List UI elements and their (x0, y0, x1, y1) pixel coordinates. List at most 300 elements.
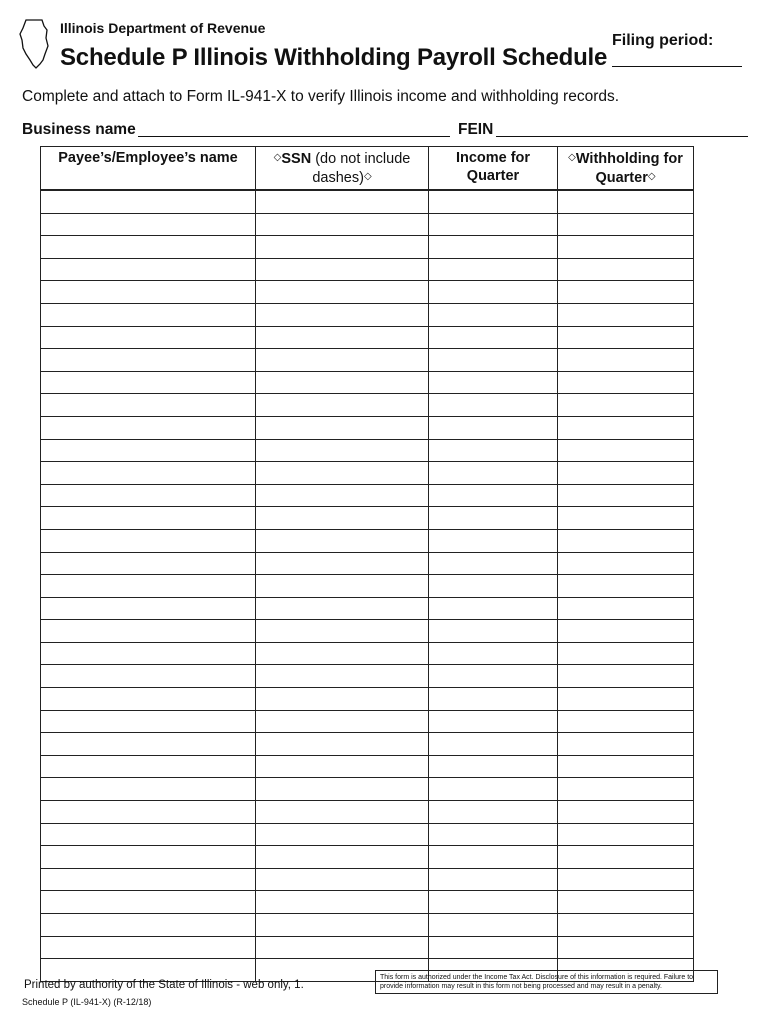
cell-income (429, 665, 558, 688)
table-row (41, 891, 694, 914)
cell-income (429, 778, 558, 801)
cell-payee-name-input[interactable] (41, 394, 255, 416)
table-row (41, 281, 694, 304)
cell-withholding-input[interactable] (558, 891, 693, 913)
table-row (41, 439, 694, 462)
cell-ssn (256, 823, 429, 846)
cell-payee-name-input[interactable] (41, 620, 255, 642)
cell-income-input[interactable] (429, 214, 557, 236)
cell-payee-name (41, 507, 256, 530)
cell-payee-name (41, 326, 256, 349)
cell-payee-name-input[interactable] (41, 959, 255, 981)
cell-income-input[interactable] (429, 598, 557, 620)
cell-payee-name-input[interactable] (41, 259, 255, 281)
cell-ssn (256, 936, 429, 959)
column-header-label: Payee’s/Employee’s name (58, 150, 238, 166)
cell-withholding (558, 439, 694, 462)
cell-payee-name (41, 778, 256, 801)
cell-payee-name (41, 846, 256, 869)
cell-income (429, 484, 558, 507)
cell-ssn (256, 281, 429, 304)
cell-ssn-input[interactable] (256, 869, 428, 891)
cell-withholding (558, 868, 694, 891)
diamond-icon: ◇ (647, 171, 656, 182)
cell-income-input[interactable] (429, 259, 557, 281)
cell-withholding-input[interactable] (558, 643, 693, 665)
cell-withholding (558, 462, 694, 485)
agency-name: Illinois Department of Revenue (60, 20, 266, 36)
cell-payee-name (41, 665, 256, 688)
cell-ssn (256, 755, 429, 778)
cell-withholding (558, 733, 694, 756)
cell-ssn-input[interactable] (256, 598, 428, 620)
cell-income (429, 575, 558, 598)
cell-income (429, 258, 558, 281)
cell-ssn-input[interactable] (256, 914, 428, 936)
payroll-table (40, 146, 694, 982)
table-row (41, 484, 694, 507)
cell-income-input[interactable] (429, 530, 557, 552)
cell-ssn-input[interactable] (256, 846, 428, 868)
cell-payee-name-input[interactable] (41, 756, 255, 778)
cell-income (429, 710, 558, 733)
cell-payee-name (41, 755, 256, 778)
cell-payee-name (41, 642, 256, 665)
cell-ssn (256, 597, 429, 620)
cell-ssn-input[interactable] (256, 191, 428, 213)
cell-withholding (558, 371, 694, 394)
cell-ssn-input[interactable] (256, 778, 428, 800)
cell-income (429, 462, 558, 485)
cell-payee-name (41, 371, 256, 394)
illinois-state-outline-icon (18, 18, 52, 70)
cell-ssn-input[interactable] (256, 394, 428, 416)
cell-payee-name (41, 868, 256, 891)
table-row (41, 552, 694, 575)
cell-income-input[interactable] (429, 462, 557, 484)
cell-ssn-input[interactable] (256, 620, 428, 642)
cell-ssn-input[interactable] (256, 304, 428, 326)
cell-income-input[interactable] (429, 846, 557, 868)
cell-payee-name-input[interactable] (41, 598, 255, 620)
cell-payee-name-input[interactable] (41, 688, 255, 710)
cell-income-input[interactable] (429, 575, 557, 597)
cell-withholding-input[interactable] (558, 778, 693, 800)
cell-income (429, 914, 558, 937)
cell-withholding (558, 349, 694, 372)
cell-payee-name-input[interactable] (41, 485, 255, 507)
cell-income (429, 236, 558, 259)
cell-payee-name (41, 258, 256, 281)
cell-payee-name (41, 416, 256, 439)
table-row (41, 936, 694, 959)
cell-withholding-input[interactable] (558, 914, 693, 936)
cell-ssn-input[interactable] (256, 733, 428, 755)
table-row (41, 190, 694, 213)
cell-ssn-input[interactable] (256, 214, 428, 236)
cell-income-input[interactable] (429, 869, 557, 891)
cell-payee-name-input[interactable] (41, 824, 255, 846)
cell-income (429, 416, 558, 439)
cell-ssn (256, 914, 429, 937)
cell-payee-name (41, 733, 256, 756)
cell-withholding (558, 665, 694, 688)
cell-payee-name (41, 394, 256, 417)
cell-withholding-input[interactable] (558, 620, 693, 642)
cell-income (429, 868, 558, 891)
cell-withholding (558, 823, 694, 846)
diamond-icon: ◇ (568, 152, 576, 163)
cell-withholding (558, 258, 694, 281)
cell-withholding (558, 326, 694, 349)
cell-ssn (256, 710, 429, 733)
cell-withholding-input[interactable] (558, 191, 693, 213)
cell-payee-name-input[interactable] (41, 214, 255, 236)
cell-withholding-input[interactable] (558, 349, 693, 371)
cell-withholding-input[interactable] (558, 846, 693, 868)
cell-income (429, 529, 558, 552)
cell-withholding-input[interactable] (558, 259, 693, 281)
cell-payee-name-input[interactable] (41, 462, 255, 484)
cell-ssn-input[interactable] (256, 281, 428, 303)
cell-payee-name (41, 552, 256, 575)
fein-field[interactable] (496, 122, 748, 137)
table-row (41, 914, 694, 937)
table-row (41, 801, 694, 824)
cell-ssn-input[interactable] (256, 643, 428, 665)
cell-income-input[interactable] (429, 236, 557, 258)
cell-withholding (558, 914, 694, 937)
cell-ssn (256, 733, 429, 756)
table-row (41, 462, 694, 485)
cell-ssn-input[interactable] (256, 440, 428, 462)
cell-income-input[interactable] (429, 417, 557, 439)
cell-payee-name-input[interactable] (41, 643, 255, 665)
printing-authority: Printed by authority of the State of Illinois - web only, 1. (24, 979, 304, 991)
cell-withholding-input[interactable] (558, 824, 693, 846)
cell-payee-name (41, 936, 256, 959)
cell-withholding (558, 710, 694, 733)
cell-withholding (558, 529, 694, 552)
cell-ssn-input[interactable] (256, 688, 428, 710)
cell-ssn (256, 236, 429, 259)
cell-income (429, 846, 558, 869)
cell-payee-name-input[interactable] (41, 236, 255, 258)
cell-ssn (256, 484, 429, 507)
cell-ssn-input[interactable] (256, 417, 428, 439)
cell-ssn (256, 371, 429, 394)
cell-ssn-input[interactable] (256, 530, 428, 552)
cell-payee-name (41, 823, 256, 846)
cell-income-input[interactable] (429, 778, 557, 800)
cell-income-input[interactable] (429, 643, 557, 665)
cell-withholding-input[interactable] (558, 869, 693, 891)
table-row (41, 778, 694, 801)
cell-income-input[interactable] (429, 711, 557, 733)
cell-income (429, 801, 558, 824)
cell-payee-name-input[interactable] (41, 914, 255, 936)
diamond-icon: ◇ (273, 152, 282, 163)
cell-withholding-input[interactable] (558, 801, 693, 823)
cell-withholding (558, 846, 694, 869)
cell-income-input[interactable] (429, 553, 557, 575)
cell-payee-name (41, 484, 256, 507)
table-row (41, 755, 694, 778)
cell-income-input[interactable] (429, 756, 557, 778)
cell-income-input[interactable] (429, 914, 557, 936)
cell-ssn-input[interactable] (256, 259, 428, 281)
cell-income (429, 552, 558, 575)
cell-payee-name (41, 575, 256, 598)
cell-income (429, 326, 558, 349)
cell-ssn (256, 846, 429, 869)
cell-withholding-input[interactable] (558, 688, 693, 710)
cell-withholding-input[interactable] (558, 304, 693, 326)
cell-payee-name (41, 597, 256, 620)
cell-payee-name (41, 914, 256, 937)
cell-withholding-input[interactable] (558, 598, 693, 620)
cell-income-input[interactable] (429, 304, 557, 326)
table-row (41, 642, 694, 665)
cell-payee-name (41, 462, 256, 485)
cell-payee-name (41, 190, 256, 213)
cell-ssn-input[interactable] (256, 462, 428, 484)
cell-withholding (558, 507, 694, 530)
column-header-payee-name (41, 147, 256, 191)
cell-payee-name-input[interactable] (41, 507, 255, 529)
cell-withholding-input[interactable] (558, 711, 693, 733)
cell-payee-name-input[interactable] (41, 530, 255, 552)
cell-withholding-input[interactable] (558, 327, 693, 349)
cell-withholding-input[interactable] (558, 507, 693, 529)
business-name-field[interactable] (138, 122, 450, 137)
cell-income-input[interactable] (429, 507, 557, 529)
cell-withholding (558, 303, 694, 326)
filing-period-label: Filing period: (612, 32, 714, 49)
table-row (41, 371, 694, 394)
cell-ssn (256, 552, 429, 575)
cell-ssn (256, 258, 429, 281)
cell-income (429, 823, 558, 846)
table-row (41, 665, 694, 688)
cell-payee-name-input[interactable] (41, 281, 255, 303)
cell-income (429, 936, 558, 959)
cell-withholding (558, 575, 694, 598)
table-row (41, 258, 694, 281)
cell-ssn-input[interactable] (256, 891, 428, 913)
cell-ssn-input[interactable] (256, 665, 428, 687)
cell-payee-name-input[interactable] (41, 665, 255, 687)
instructions-text: Complete and attach to Form IL-941-X to verify Illinois income and withholding records. (22, 88, 620, 105)
filing-period-field[interactable] (612, 66, 742, 67)
cell-withholding-input[interactable] (558, 214, 693, 236)
cell-income-input[interactable] (429, 937, 557, 959)
cell-payee-name-input[interactable] (41, 349, 255, 371)
cell-withholding (558, 597, 694, 620)
cell-payee-name-input[interactable] (41, 733, 255, 755)
table-row (41, 620, 694, 643)
cell-ssn-input[interactable] (256, 801, 428, 823)
cell-withholding-input[interactable] (558, 485, 693, 507)
cell-income (429, 507, 558, 530)
cell-payee-name-input[interactable] (41, 553, 255, 575)
column-header-label: SSN (281, 151, 312, 167)
cell-ssn-input[interactable] (256, 937, 428, 959)
cell-income-input[interactable] (429, 372, 557, 394)
cell-ssn (256, 213, 429, 236)
cell-ssn (256, 303, 429, 326)
table-row (41, 326, 694, 349)
business-name-label: Business name (22, 121, 136, 138)
cell-ssn-input[interactable] (256, 553, 428, 575)
cell-ssn-input[interactable] (256, 575, 428, 597)
cell-withholding-input[interactable] (558, 575, 693, 597)
cell-ssn-input[interactable] (256, 236, 428, 258)
cell-ssn-input[interactable] (256, 507, 428, 529)
cell-withholding (558, 936, 694, 959)
cell-withholding-input[interactable] (558, 530, 693, 552)
cell-withholding-input[interactable] (558, 417, 693, 439)
cell-payee-name-input[interactable] (41, 891, 255, 913)
cell-ssn-input[interactable] (256, 824, 428, 846)
cell-income (429, 439, 558, 462)
cell-payee-name (41, 213, 256, 236)
cell-payee-name-input[interactable] (41, 801, 255, 823)
table-row (41, 507, 694, 530)
cell-withholding-input[interactable] (558, 665, 693, 687)
cell-withholding-input[interactable] (558, 937, 693, 959)
cell-withholding (558, 755, 694, 778)
cell-ssn-input[interactable] (256, 485, 428, 507)
diamond-icon: ◇ (363, 171, 372, 182)
cell-payee-name (41, 439, 256, 462)
table-row (41, 213, 694, 236)
cell-withholding (558, 416, 694, 439)
cell-withholding (558, 552, 694, 575)
cell-ssn (256, 575, 429, 598)
cell-ssn (256, 394, 429, 417)
table-row (41, 416, 694, 439)
cell-withholding (558, 281, 694, 304)
cell-payee-name (41, 620, 256, 643)
cell-payee-name-input[interactable] (41, 191, 255, 213)
cell-income (429, 620, 558, 643)
cell-withholding-input[interactable] (558, 281, 693, 303)
page-title: Schedule P Illinois Withholding Payroll Schedule (60, 44, 608, 71)
cell-ssn (256, 891, 429, 914)
cell-income (429, 642, 558, 665)
cell-ssn (256, 507, 429, 530)
fein-label: FEIN (458, 121, 494, 138)
cell-payee-name-input[interactable] (41, 711, 255, 733)
cell-income-input[interactable] (429, 440, 557, 462)
cell-withholding (558, 484, 694, 507)
cell-ssn (256, 416, 429, 439)
cell-payee-name-input[interactable] (41, 869, 255, 891)
disclosure-notice: This form is authorized under the Income Tax Act. Disclosure of this information is required. Failure to provide information may result in this form not being processed and may result in a penalty. (375, 970, 718, 994)
cell-withholding-input[interactable] (558, 372, 693, 394)
cell-payee-name (41, 710, 256, 733)
cell-withholding (558, 620, 694, 643)
cell-withholding-input[interactable] (558, 394, 693, 416)
cell-income-input[interactable] (429, 824, 557, 846)
table-row (41, 823, 694, 846)
table-row (41, 529, 694, 552)
cell-ssn-input[interactable] (256, 327, 428, 349)
cell-income-input[interactable] (429, 327, 557, 349)
cell-withholding-input[interactable] (558, 462, 693, 484)
cell-payee-name (41, 891, 256, 914)
cell-payee-name-input[interactable] (41, 440, 255, 462)
cell-withholding (558, 891, 694, 914)
cell-withholding (558, 688, 694, 711)
cell-income-input[interactable] (429, 349, 557, 371)
cell-payee-name-input[interactable] (41, 372, 255, 394)
cell-ssn-input[interactable] (256, 349, 428, 371)
cell-income-input[interactable] (429, 620, 557, 642)
cell-withholding-input[interactable] (558, 733, 693, 755)
cell-payee-name-input[interactable] (41, 575, 255, 597)
cell-payee-name-input[interactable] (41, 778, 255, 800)
cell-withholding-input[interactable] (558, 553, 693, 575)
cell-ssn (256, 190, 429, 213)
cell-ssn (256, 665, 429, 688)
table-row (41, 394, 694, 417)
cell-income-input[interactable] (429, 665, 557, 687)
cell-payee-name-input[interactable] (41, 937, 255, 959)
cell-withholding-input[interactable] (558, 236, 693, 258)
cell-income-input[interactable] (429, 891, 557, 913)
cell-payee-name (41, 688, 256, 711)
cell-ssn (256, 801, 429, 824)
table-row (41, 846, 694, 869)
cell-payee-name-input[interactable] (41, 417, 255, 439)
cell-ssn-input[interactable] (256, 756, 428, 778)
cell-ssn-input[interactable] (256, 372, 428, 394)
cell-income (429, 371, 558, 394)
cell-income-input[interactable] (429, 801, 557, 823)
cell-ssn (256, 642, 429, 665)
cell-income-input[interactable] (429, 485, 557, 507)
cell-income-input[interactable] (429, 688, 557, 710)
table-row (41, 733, 694, 756)
cell-income (429, 349, 558, 372)
cell-income (429, 755, 558, 778)
cell-income-input[interactable] (429, 394, 557, 416)
cell-withholding (558, 236, 694, 259)
cell-income-input[interactable] (429, 733, 557, 755)
cell-withholding-input[interactable] (558, 756, 693, 778)
cell-income (429, 688, 558, 711)
table-row (41, 710, 694, 733)
cell-income (429, 597, 558, 620)
cell-payee-name-input[interactable] (41, 846, 255, 868)
cell-income (429, 891, 558, 914)
cell-ssn-input[interactable] (256, 711, 428, 733)
cell-payee-name (41, 959, 256, 982)
cell-income (429, 190, 558, 213)
cell-payee-name-input[interactable] (41, 304, 255, 326)
cell-payee-name-input[interactable] (41, 327, 255, 349)
column-header-note: (do not include dashes) (311, 151, 411, 186)
cell-ssn (256, 326, 429, 349)
cell-withholding (558, 778, 694, 801)
cell-income-input[interactable] (429, 191, 557, 213)
cell-ssn (256, 688, 429, 711)
cell-income-input[interactable] (429, 281, 557, 303)
cell-income (429, 303, 558, 326)
cell-withholding-input[interactable] (558, 440, 693, 462)
